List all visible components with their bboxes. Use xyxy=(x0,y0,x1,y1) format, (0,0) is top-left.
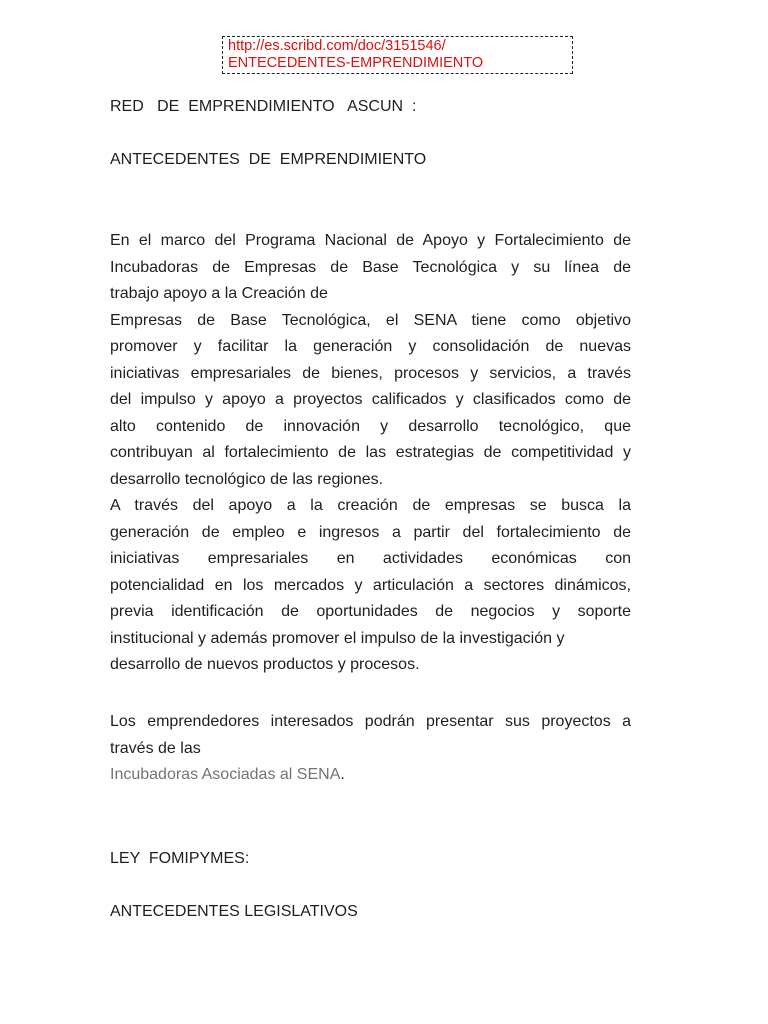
heading-antecedentes-legislativos: ANTECEDENTES LEGISLATIVOS xyxy=(110,903,358,920)
paragraph-line: institucional y además promover el impulso de la investigación y xyxy=(110,629,565,647)
paragraph-line: desarrollo de nuevos productos y procesos. xyxy=(110,656,420,673)
paragraph-line: potencialidad en los mercados y articulación a sectores dinámicos, xyxy=(110,576,631,594)
paragraph-line: Empresas de Base Tecnológica, el SENA tiene como objetivo xyxy=(110,311,631,329)
body-paragraph-1 xyxy=(110,228,631,679)
paragraph-line: desarrollo tecnológico de las regiones. xyxy=(110,470,384,488)
paragraph-line: través de las xyxy=(110,739,201,757)
paragraph-line: del impulso y apoyo a proyectos calificados y clasificados como de xyxy=(110,391,631,408)
source-url-link[interactable] xyxy=(222,36,573,74)
source-url-line-2: ENTECEDENTES-EMPRENDIMIENTO xyxy=(228,55,484,71)
heading-antecedentes-emprendimiento: ANTECEDENTES DE EMPRENDIMIENTO xyxy=(110,151,427,168)
heading-red-emprendimiento: RED DE EMPRENDIMIENTO ASCUN : xyxy=(110,98,417,115)
paragraph-line: promover y facilitar la generación y consolidación de nuevas xyxy=(110,338,631,355)
paragraph-line: trabajo apoyo a la Creación de xyxy=(110,285,328,302)
body-paragraph-2 xyxy=(110,709,631,789)
paragraph-line: iniciativas empresariales en actividades económicas con xyxy=(110,550,631,567)
paragraph-line: iniciativas empresariales de bienes, procesos y servicios, a través xyxy=(110,364,631,382)
sentence-period: . xyxy=(340,766,345,783)
paragraph-line: generación de empleo e ingresos a partir del fortalecimiento de xyxy=(110,523,631,541)
paragraph-line: contribuyan al fortalecimiento de las estrategias de competitividad y xyxy=(110,444,631,461)
source-url-line-1: http://es.scribd.com/doc/3151546/ xyxy=(228,38,446,54)
incubadoras-link[interactable]: Incubadoras Asociadas al SENA xyxy=(110,766,341,783)
paragraph-line: Incubadoras de Empresas de Base Tecnológica y su línea de xyxy=(110,258,631,276)
paragraph-line: alto contenido de innovación y desarrollo tecnológico, que xyxy=(110,417,631,435)
heading-ley-fomipymes: LEY FOMIPYMES: xyxy=(110,850,250,867)
paragraph-line: Los emprendedores interesados podrán presentar sus proyectos a xyxy=(110,713,631,730)
paragraph-line: A través del apoyo a la creación de empresas se busca la xyxy=(110,497,631,514)
paragraph-line: En el marco del Programa Nacional de Apoyo y Fortalecimiento de xyxy=(110,232,631,249)
paragraph-line: previa identificación de oportunidades de negocios y soporte xyxy=(110,603,631,620)
paragraph-line-with-link xyxy=(110,762,631,789)
